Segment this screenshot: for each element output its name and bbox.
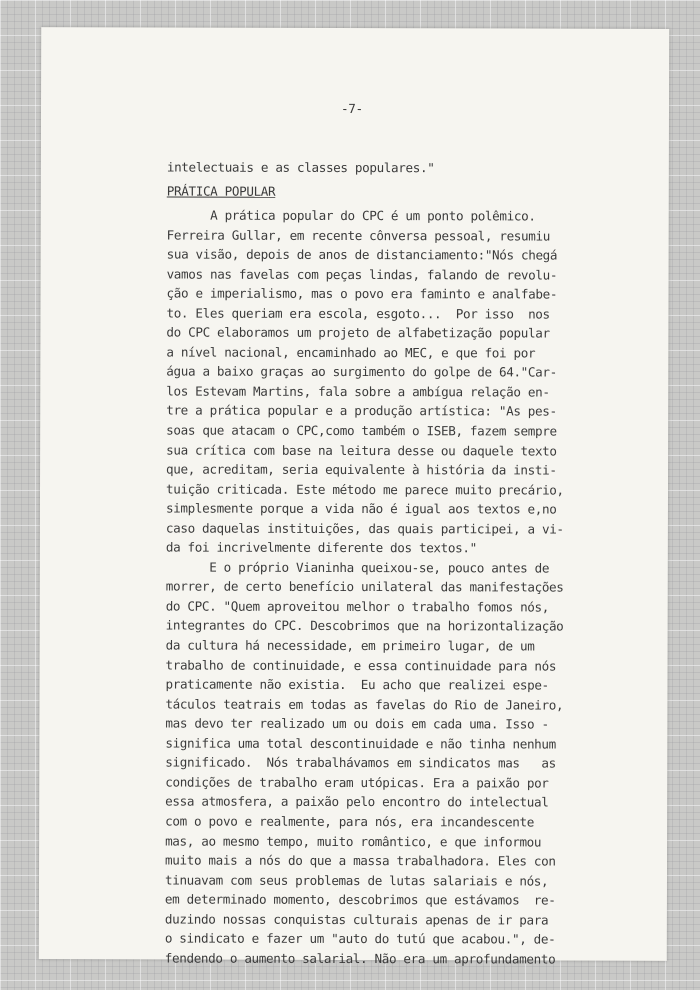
body-line: a nível nacional, encaminhado ao MEC, e que foi por [166, 344, 536, 361]
body-line: Ferreira Gullar, em recente cônversa pessoal, resumiu [166, 227, 551, 244]
body-line: integrantes do CPC. Descobrimos que na horizontalização [165, 617, 564, 635]
body-line: com o povo e realmente, para nós, era incandescente [165, 813, 535, 830]
body-line: trabalho de continuidade, e essa continuidade para nós [165, 657, 557, 674]
body-line: muito mais a nós do que a massa trabalhadora. Eles con [165, 852, 556, 869]
body-line: duzindo nossas conquistas culturais apenas de ir para [164, 911, 549, 928]
page-number: -7- [340, 100, 363, 117]
body-line: caso daquelas instituições, das quais participei, a vi- [165, 520, 564, 537]
body-line: significado. Nós trabalhávamos em sindicatos mas as [165, 754, 556, 771]
body-line: da cultura há necessidade, em primeiro lugar, de um [165, 637, 535, 654]
body-line: o sindicato e fazer um "auto do tutú que acabou.", de- [164, 930, 556, 947]
opening-line: intelectuais e as classes populares." [166, 159, 435, 176]
body-line: do CPC elaboramos um projeto de alfabetização popular [166, 324, 550, 341]
typewritten-page [39, 27, 669, 967]
body-line: mas devo ter realizado um ou dois em cada uma. Isso - [165, 715, 549, 732]
body-line: soas que atacam o CPC,como também o ISEB, fazem sempre [166, 422, 557, 439]
body-line: ção e imperialismo, mas o povo era faminto e analfabe- [166, 285, 558, 302]
body-line: que, acreditam, seria equivalente à história da insti- [166, 461, 557, 478]
body-line: condições de trabalho eram utópicas. Era a paixão por [165, 774, 549, 791]
body-line: E o próprio Vianinha queixou-se, pouco antes de [165, 559, 550, 576]
body-line: fendendo o aumento salarial. Não era um aprofundamento [164, 950, 556, 967]
body-line: to. Eles queriam era escola, esgoto... Por isso nos [166, 305, 550, 322]
body-line: praticamente não existia. Eu acho que realizei espe- [165, 676, 549, 693]
body-line: morrer, de certo benefício unilateral das manifestações [165, 578, 564, 595]
body-text [164, 207, 607, 973]
body-line: tinuavam com seus problemas de lutas salariais e nós, [164, 872, 549, 889]
body-line: A prática popular do CPC é um ponto polêmico. [166, 207, 536, 224]
body-line: táculos teatrais em todas as favelas do Rio de Janeiro, [165, 696, 564, 713]
body-line: tre a prática popular e a produção artística: "As pes- [166, 402, 557, 419]
body-line: mas, ao mesmo tempo, muito romântico, e que informou [165, 833, 542, 849]
body-line: simplesmente porque a vida não é igual aos textos e,no [165, 500, 557, 517]
body-line: vamos nas favelas com peças lindas, falando de revolu- [166, 266, 558, 283]
body-line: em determinado momento, descobrimos que estávamos re- [164, 891, 556, 908]
body-line: sua visão, depois de anos de distanciamento:"Nós chegá [166, 246, 558, 263]
body-line: do CPC. "Quem aproveitou melhor o trabalho fomos nós, [165, 598, 550, 615]
body-line: água a baixo graças ao surgimento do golpe de 64."Car- [166, 363, 557, 380]
section-heading: PRÁTICA POPULAR [166, 183, 276, 199]
body-line: essa atmosfera, a paixão pelo encontro do intelectual [165, 793, 549, 810]
body-line: tuição criticada. Este método me parece muito precário, [165, 481, 564, 498]
body-line: da foi incrivelmente diferente dos textos." [165, 539, 477, 556]
body-line: sua crítica com base na leitura desse ou daquele texto [166, 442, 557, 459]
body-line: significa uma total descontinuidade e não tinha nenhum [165, 735, 556, 752]
body-line: los Estevam Martins, fala sobre a ambígua relação en- [166, 383, 550, 400]
